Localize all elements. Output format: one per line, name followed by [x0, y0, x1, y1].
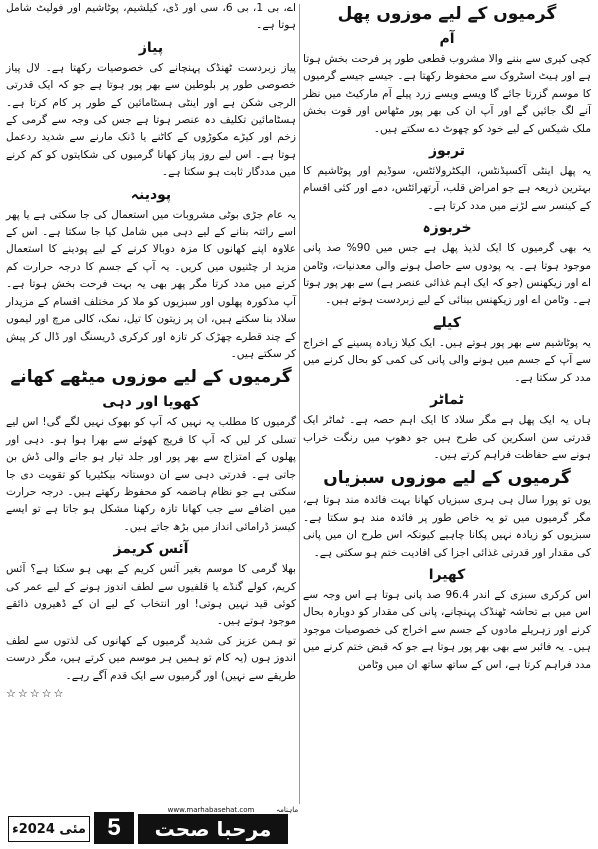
page-number: 5 — [94, 812, 134, 844]
cucumber-text: اس کرکری سبزی کے اندر 96.4 صد پانی ہوتا ہے اس وجہ سے اس میں بے تحاشہ ٹھنڈک پہنچانے، پانی کی مقدار کو دوبارہ بحال کرنے اور زہریلے مادوں کے جسم سے اخراج کی خصوصیات موجود ہیں۔ یہ فائبر سے بھی بھر پور ہوتا ہے جو کہ قبض ختم کرنے میں مدد فراہم کرتا ہے، اس کے ساتھ ساتھ ان میں وٹامن — [303, 588, 591, 671]
khoya-heading: کھویا اور دہی — [102, 394, 200, 411]
banana-text: یہ پوٹاشیم سے بھر پور ہوتے ہیں۔ ایک کیلا زیادہ پسینے کے اخراج سے آپ کے جسم میں ہونے والی پانی کی کمی کو بحال کرنے میں مدد کر سکتا ہے۔ — [303, 336, 591, 384]
right-column — [303, 0, 591, 676]
banana-heading: کیلے — [433, 314, 461, 331]
onion-heading: پیاز — [138, 39, 164, 56]
issue-date: مئی 2024ء — [8, 816, 90, 842]
fruits-title: گرمیوں کے لیے موزوں پھل — [337, 4, 557, 24]
magazine-url: www.marhabasehat.com — [167, 806, 255, 814]
mint-text: یہ عام جڑی بوٹی مشروبات میں استعمال کی جا سکتی ہے یا پھر اسے رائتہ بنانے کے لیے دہی میں شامل کیا جا سکتا ہے۔ اس کے علاوہ اپنے کھانوں کا مزہ دوبالا کرنے کے لیے پودینے کا استعمال مزید ار چٹنیوں میں کریں۔ یہ آپ کے جسم کا درجہ حرارت کم کرنے میں مدد کرتا مگر پھر بھی یہ بہت فرحت بخش ہوتا ہے۔ آپ مذکورہ پھلوں اور سبزیوں کو ملا کر مختلف اقسام کے مزیدار سلاد بنا سکتے ہیں، ان پر زیتون کا تیل، نمک، کالی مرچ اور لیموں کے چند قطرے چھڑک کر تازہ اور کرکری ڈریسنگ اور ڈال کر پیش کر سکتے ہیں۔ — [6, 208, 296, 360]
desserts-title: گرمیوں کے لیے موزوں میٹھے کھانے — [10, 367, 292, 388]
page-footer — [6, 806, 299, 846]
continued-line: اے، بی 1، بی 6، سی اور ڈی، کیلشیم، پوٹاشیم اور فولیٹ شامل ہوتا ہے۔ — [6, 2, 296, 32]
vegetables-title: گرمیوں کے لیے موزوں سبزیاں — [323, 468, 571, 489]
magazine-label: ماہنامہ — [276, 806, 299, 814]
watermelon-text: یہ پھل اینٹی آکسیڈنٹس، الیکٹرولائٹس، سوڈیم اور پوٹاشیم کا بہترین ذریعہ ہے جو امراض قلب، آرتھرائٹس، دمے اور کئی اقسام کے کینسر سے لڑنے میں مدد کرتا ہے۔ — [303, 165, 591, 212]
tomato-text: ہاں یہ ایک پھل ہے مگر سلاد کا ایک اہم حصہ ہے۔ ٹماٹر ایک قدرتی سن اسکرین کی طرح ہیں جو دھوپ میں رنگت خراب ہونے سے حفاظت فراہم کرتے ہیں۔ — [303, 414, 591, 461]
melon-text: یہ بھی گرمیوں کا ایک لذیذ پھل ہے جس میں 90% صد پانی موجود ہوتا ہے۔ یہ پودوں سے حاصل ہونے والی معدنیات، وٹامن اے اور زیکھنس (جو کہ ایک اہم غذائی عنصر ہے) سے بھر پور ہوتا ہے۔ وٹامن اے اور زیکھنس بینائی کے لیے زبردست ہوتے ہیں۔ — [303, 242, 591, 307]
mint-heading: پودینہ — [130, 186, 172, 203]
closing-text: تو ہمن عزیز کی شدید گرمیوں کے کھانوں کی لذتوں سے لطف اندوز ہوں (یہ کام تو ہمیں ہر موسم میں کرتے ہیں، مگر درست طریقے سے نہیں) اور گرمیوں سے ایک قدم آگے رہے۔ — [6, 634, 296, 682]
icecream-heading: آئس کریمز — [113, 541, 189, 558]
tomato-heading: ٹماٹر — [430, 392, 464, 409]
mango-heading: آم — [439, 31, 455, 47]
column-divider — [299, 4, 300, 804]
left-column — [6, 0, 296, 700]
khoya-text: گرمیوں کا مطلب یہ نہیں کہ آپ کو بھوک نہیں لگے گی! اس لیے تسلی کر لیں کہ آپ کا فریج کھوئے سے بھرا ہوا ہو۔ دہی اور پھلوں کے امتزاج سے بھر پور اور جلد تیار ہو جانے والی ڈش بن جاتی ہے۔ قدرتی دہی سے ان دوستانہ بیکٹیریا کو تقویت دی جا سکتی ہے جو نظام ہاضمہ کو محفوظ رکھتے ہیں۔ درجہ حرارت میں اضافے سے جب کھانا تازہ رکھنا مشکل ہو جاتا ہے تو ایسے کیسز ڈرامائی انداز میں بڑھ جاتے ہیں۔ — [6, 416, 296, 533]
vegetables-intro: یوں تو پورا سال ہی ہری سبزیاں کھانا بہت فائدہ مند ہوتا ہے، مگر گرمیوں میں تو یہ خاص طور پر فائدہ مند ہو سکتا ہے۔ سبزیوں کو زیادہ نہیں پکانا چاہیے کیونکہ اس طرح ان میں پانی کی مقدار اور قدرتی غذائی اجزا کی افادیت ختم ہو سکتی ہے۔ — [303, 494, 591, 559]
cucumber-heading: کھیرا — [428, 566, 466, 583]
end-stars: ☆☆☆☆☆ — [6, 687, 66, 700]
melon-heading: خربوزہ — [422, 220, 472, 237]
onion-text: پیاز زبردست ٹھنڈک پہنچانے کی خصوصیات رکھتا ہے۔ لال پیاز خصوصی طور پر بلوطین سے بھر پور ہوتا ہے جو کہ ایک قدرتی الرجی شکن ہے اور اینٹی ہسٹامائین کے طور پر کام کرتا ہے۔ ہسٹامائین تکلیف دہ عنصر ہوتا ہے جس کی وجہ سے گرمی کے زخم اور کیڑے مکوڑوں کے کاٹنے یا ڈنک مارنے سے شدید ردعمل ہوتا ہے۔ اس لیے روز پیاز کھانا گرمیوں کی شکایتوں کو کم کرنے میں مددگار ثابت ہو سکتا ہے۔ — [6, 61, 296, 179]
watermelon-heading: تربوز — [428, 143, 466, 160]
icecream-text: بھلا گرمی کا موسم بغیر آئس کریم کے بھی ہو سکتا ہے؟ آئس کریم، کولے گنڈے یا قلفیوں سے لطف اندوز ہونے کے لیے عمر کی کوئی قید نہیں ہوتی! اور انتخاب کے لیے ان کے ڈھیروں ذائقے موجود ہوتے ہیں۔ — [6, 563, 296, 628]
magazine-logo: مرحبا صحت — [138, 814, 288, 844]
mango-text: کچی کیری سے بننے والا مشروب قطعی طور پر فرحت بخش ہوتا ہے اور ہیٹ اسٹروک سے محفوظ رکھتا ہے۔ جیسے جیسے گرمیوں کا موسم گزرتا جائے گا ویسے ویسے زرد پیلے آم مارکیٹ میں نظر آنے لگ جائیں گے اور آپ ان کی بھر پور مٹھاس اور قوت بخش ملک شیکس کے لیے خود کو چھوٹ دے سکتے ہیں۔ — [303, 53, 591, 135]
